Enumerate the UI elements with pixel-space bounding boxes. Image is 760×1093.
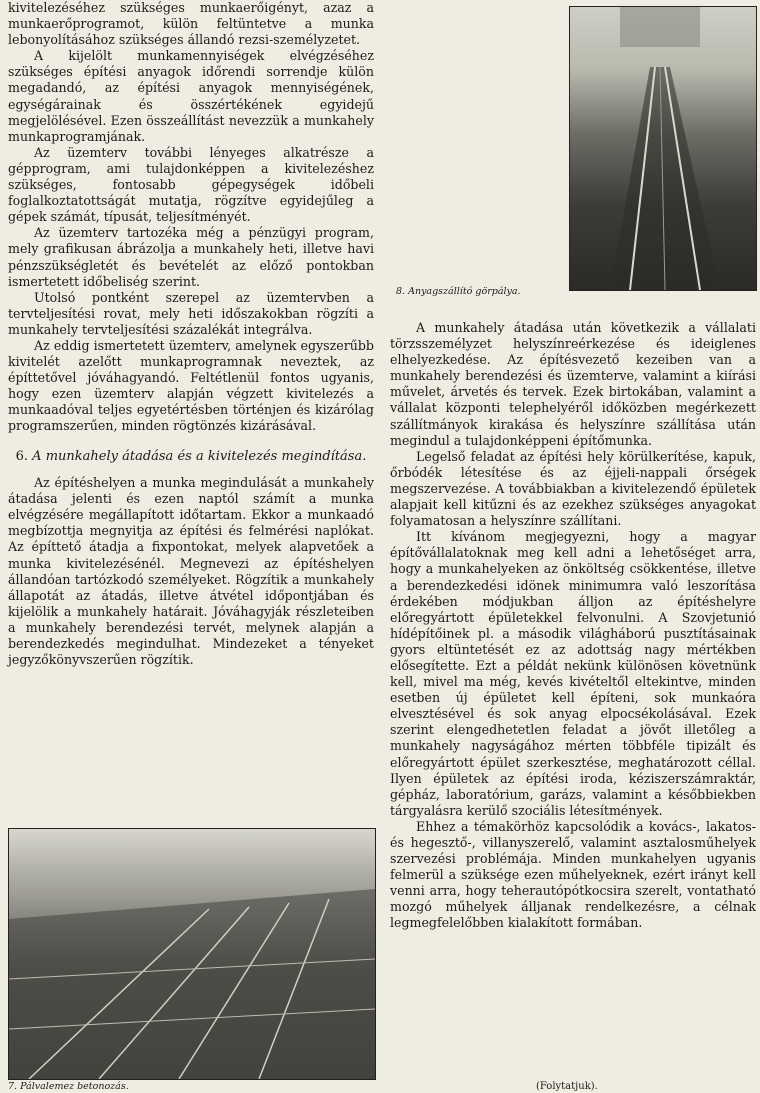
paragraph: Ehhez a témakörhöz kapcsolódik a kovács-, lakatos- és hegesztő-, villanyszerelő, valamint asztalosműhelyek szervezési problémája. Minden munkahelyen ugyanis felmerül a szüksége ezen műhelyeknek, ezért irányt kell venni arra, hogy teherautópótkocsira szerelt, vontatható mozgó műhelyek álljanak rendelkezésre, a célnak legmegfelelőbben kialakított formában. xyxy=(390,818,756,931)
paragraph: Az eddig ismertetett üzemterv, amelynek egyszerűbb kivitelét azelőtt munkaprogramnak neveztek, az építtetővel jóváhagyandó. Feltétlenül fontos ugyanis, hogy ezen üzemterv alapján végzett kivitelezés a munkaadóval teljes egyetértésben történjen és kizárólag programszerűen, minden rögtönzés kizárásával. xyxy=(8,337,374,434)
paragraph: Az üzemterv tartozéka még a pénzügyi program, mely grafikusan ábrázolja a munkahely heti, illetve havi pénzszükségletét és bevételét az előző pontokban ismertetett időbeliség szerint. xyxy=(8,225,374,289)
paragraph: A kijelölt munkamennyiségek elvégzéséhez szükséges építési anyagok időrendi sorrendje külön megadandó, az építési anyagok mennyiségének, egységárainak és összértékének egyidejű megjelölésével. Ezen összeállítást nevezzük a munkahely munkaprogramjának. xyxy=(8,48,374,144)
figure-caption: 8. Anyagszállító görpálya. xyxy=(396,286,521,297)
section-heading xyxy=(8,449,374,466)
paragraph: Az üzemterv további lényeges alkatrésze a gépprogram, ami tulajdonképpen a kivitelezéshez szükséges, fontosabb gépegységek időbeli foglalkoztatottságát mutatja, rögzítve egyidejűleg a gépek számát, típusát, teljesítményét. xyxy=(8,144,374,225)
paragraph: Legelső feladat az építési hely körülkerítése, kapuk, őrbódék létesítése és az éjjeli-nappali őrségek megszervezése. A továbbiakban a kivitelezendő épületek alapjait kell kitűzni és az ezekhez szükséges anyagokat folyamatosan a helyszínre szállítani. xyxy=(390,448,756,529)
paragraph: Az építéshelyen a munka megindulását a munkahely átadása jelenti és ezen naptól számít a munka elvégzésére megállapított időtartam. Ekkor a munkaadó megbízottja megnyitja az építési és felmérési naplókat. Az építtető átadja a fixpontokat, melyek alapvetőek a munka kivitelezésénél. Megnevezi az építéshelyen állandóan tartózkodó személyeket. Rögzítik a munkahely állapotát az átadás, illetve átvétel időpontjában és kijelölik a munkahely határait. Jóváhagyják részleteiben a munkahely berendezési tervét, melynek alapján a berendezkedés megindulhat. Mindezeket a tényeket jegyzőkönyvszerűen rögzítik. xyxy=(8,475,374,668)
paragraph: Utolsó pontként szerepel az üzemtervben a tervteljesítési rovat, mely heti időszakokban rögzíti a munkahely tervteljesítési százalékát integrálva. xyxy=(8,289,374,337)
section-number: 6. xyxy=(15,448,29,464)
paragraph: A munkahely átadása után következik a vállalati törzsszemélyzet helyszínreérkezése és ideiglenes elhelyezkedése. Az építésvezető kezeiben van a munkahely berendezési és üzemterve, valamint a kiírási művelet, árvetés és tervek. Ezek birtokában, valamint a vállalat központi telephelyéről időközben megérkezett szállítmányok kirakása és helyszínre szállítása után megindul a tulajdonképpeni építőmunka. xyxy=(390,320,756,448)
left-column xyxy=(8,0,374,668)
photo-conveyor-bridge xyxy=(569,6,757,291)
right-column xyxy=(390,320,756,932)
figure-caption: 7. Pálvalemez betonozás. xyxy=(8,1081,129,1092)
paragraph: Itt kívánom megjegyezni, hogy a magyar építővállalatoknak meg kell adni a lehetőséget arra, hogy a munkahelyeken az önköltség csökkentése, illetve a berendezkedési idönek minimumra való leszorítása érdekében módjukban álljon az építéshelyre előregyártott épületekkel felvonulni. A Szovjetunió hídépítőinek pl. a második világháború pusztításainak gyors eltüntetését ez az adottság nagy mértékben elősegítette. Ezt a példát nekünk különösen követnünk kell, mivel ma még, kevés kivételtől eltekintve, minden esetben új épületet kell építeni, sok munkaóra elvesztésével és sok anyag elpocsékolásával. Ezek szerint elengedhetetlen feladat a jövőt illetőleg a munkahely nagyságához mérten többféle tipizált és előregyártott épület szerkesztése, meghatározott céllal. Ilyen épületek az építési iroda, kéziszerszámraktár, gépház, laboratórium, garázs, valamint a későbbiekben tárgyalásra kerülő szociális létesítmények. xyxy=(390,529,756,818)
conveyor-photo-drawing xyxy=(570,7,756,290)
concreting-photo-drawing xyxy=(9,829,375,1079)
photo-slab-concreting xyxy=(8,828,376,1080)
continued-note: (Folytatjuk). xyxy=(536,1081,598,1092)
paragraph: kivitelezéséhez szükséges munkaerőigényt, azaz a munkaerőprogramot, külön feltüntetve a munka lebonyolításához szükséges állandó rezsi-személyzetet. xyxy=(8,0,374,48)
section-title: A munkahely átadása és a kivitelezés megindítása. xyxy=(32,448,367,464)
